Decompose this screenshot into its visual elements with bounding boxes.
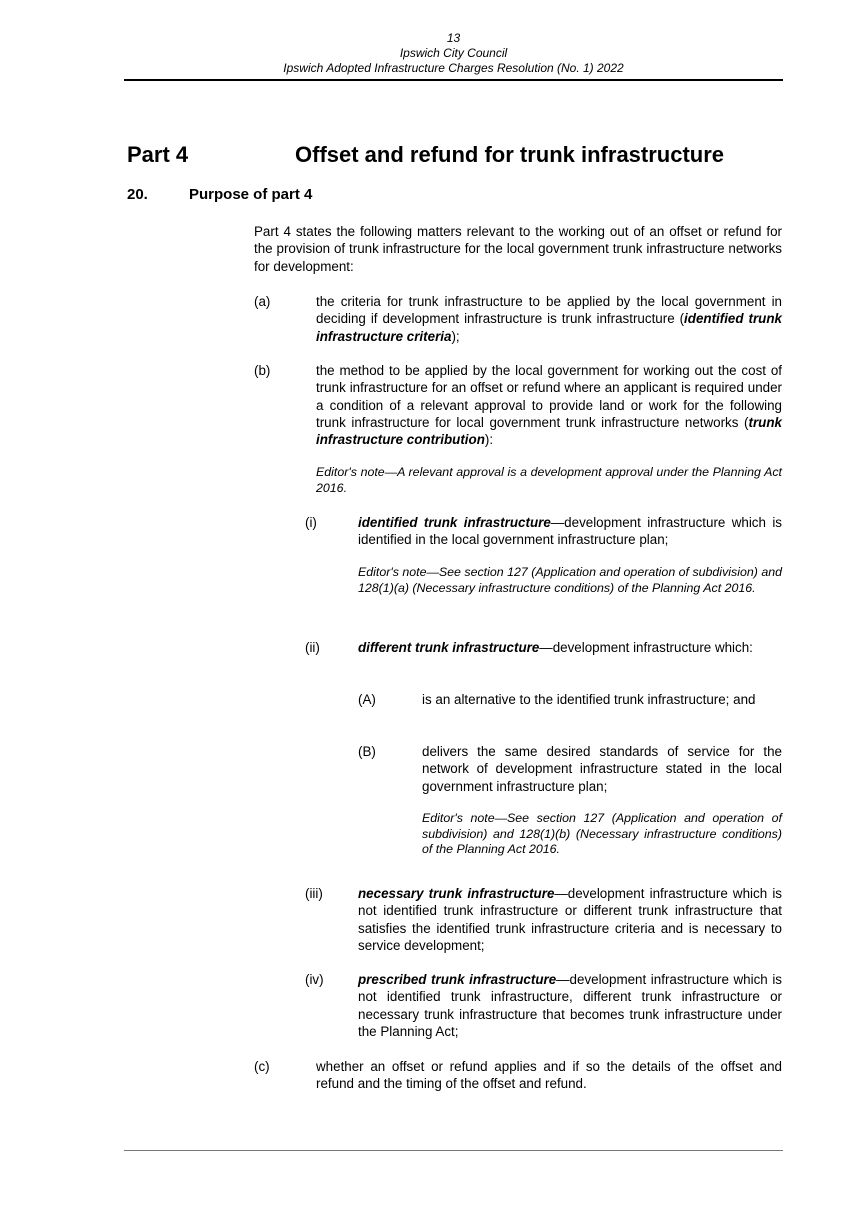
item-c-label: (c) xyxy=(254,1059,270,1074)
sub-A-label: (A) xyxy=(358,692,376,707)
intro-paragraph: Part 4 states the following matters relevant to the working out of an offset or refund for the provision of trunk infrastructure for the local government trunk infrastructure networks for development: xyxy=(254,224,782,274)
sub-iv-text: prescribed trunk infrastructure—development infrastructure which is not identified trunk infrastructure, different trunk infrastructure or necessary trunk infrastructure that becomes trunk infrastructure under the Planning Act; xyxy=(358,972,782,1039)
defined-term: prescribed trunk infrastructure xyxy=(358,972,557,987)
item-a-label: (a) xyxy=(254,294,271,309)
item-b-label: (b) xyxy=(254,363,271,378)
item-b-editors-note: Editor's note—A relevant approval is a development approval under the Planning Act 2016. xyxy=(316,465,782,495)
defined-term: different trunk infrastructure xyxy=(358,640,540,655)
sub-B-text: delivers the same desired standards of service for the network of development infrastructure stated in the local government infrastructure plan; xyxy=(422,744,782,794)
sub-i-label: (i) xyxy=(305,515,317,530)
sub-i-text: identified trunk infrastructure—development infrastructure which is identified in the local government infrastructure plan; xyxy=(358,515,782,548)
defined-term: necessary trunk infrastructure xyxy=(358,886,555,901)
defined-term: identified trunk infrastructure xyxy=(358,515,551,530)
sub-iii-text: necessary trunk infrastructure—development infrastructure which is not identified trunk infrastructure or different trunk infrastructure that satisfies the identified trunk infrastructure criteria and is necessary to service development; xyxy=(358,886,782,953)
footer-rule xyxy=(124,1150,783,1151)
sub-iv-label: (iv) xyxy=(305,972,324,987)
item-b-text: the method to be applied by the local government for working out the cost of trunk infrastructure for an offset or refund where an applicant is required under a condition of a relevant approval to provide land or work for the following trunk infrastructure for local government trunk infrastructure networks (trunk infrastructure contribution): xyxy=(316,363,782,448)
item-c-text: whether an offset or refund applies and if so the details of the offset and refund and the timing of the offset and refund. xyxy=(316,1059,782,1092)
defined-term: trunk infrastructure contribution xyxy=(316,414,782,448)
part-title: Offset and refund for trunk infrastructure xyxy=(295,142,725,167)
sub-iii-label: (iii) xyxy=(305,886,323,901)
sub-ii-text: different trunk infrastructure—development infrastructure which: xyxy=(358,640,753,655)
sub-i-editors-note: Editor's note—See section 127 (Application and operation of subdivision) and 128(1)(a) (Necessary infrastructure conditions) of the Planning Act 2016. xyxy=(358,565,782,595)
sub-B-label: (B) xyxy=(358,744,376,759)
organisation-name: Ipswich City Council xyxy=(399,46,508,60)
item-a-text: the criteria for trunk infrastructure to be applied by the local government in deciding if development infrastructure is trunk infrastructure (identified trunk infrastructure criteria); xyxy=(316,294,782,344)
section-number: 20. xyxy=(127,186,148,203)
sub-A-text: is an alternative to the identified trunk infrastructure; and xyxy=(422,692,756,707)
sub-B-editors-note: Editor's note—See section 127 (Application and operation of subdivision) and 128(1)(b) (Necessary infrastructure conditions) of the Planning Act 2016. xyxy=(422,811,782,856)
page-number: 13 xyxy=(446,31,461,45)
document-title: Ipswich Adopted Infrastructure Charges Resolution (No. 1) 2022 xyxy=(283,61,624,75)
defined-term: identified trunk infrastructure criteria xyxy=(316,311,782,344)
part-number: Part 4 xyxy=(127,142,189,167)
section-title: Purpose of part 4 xyxy=(189,186,313,203)
sub-ii-label: (ii) xyxy=(305,640,320,655)
header-rule xyxy=(124,79,783,81)
